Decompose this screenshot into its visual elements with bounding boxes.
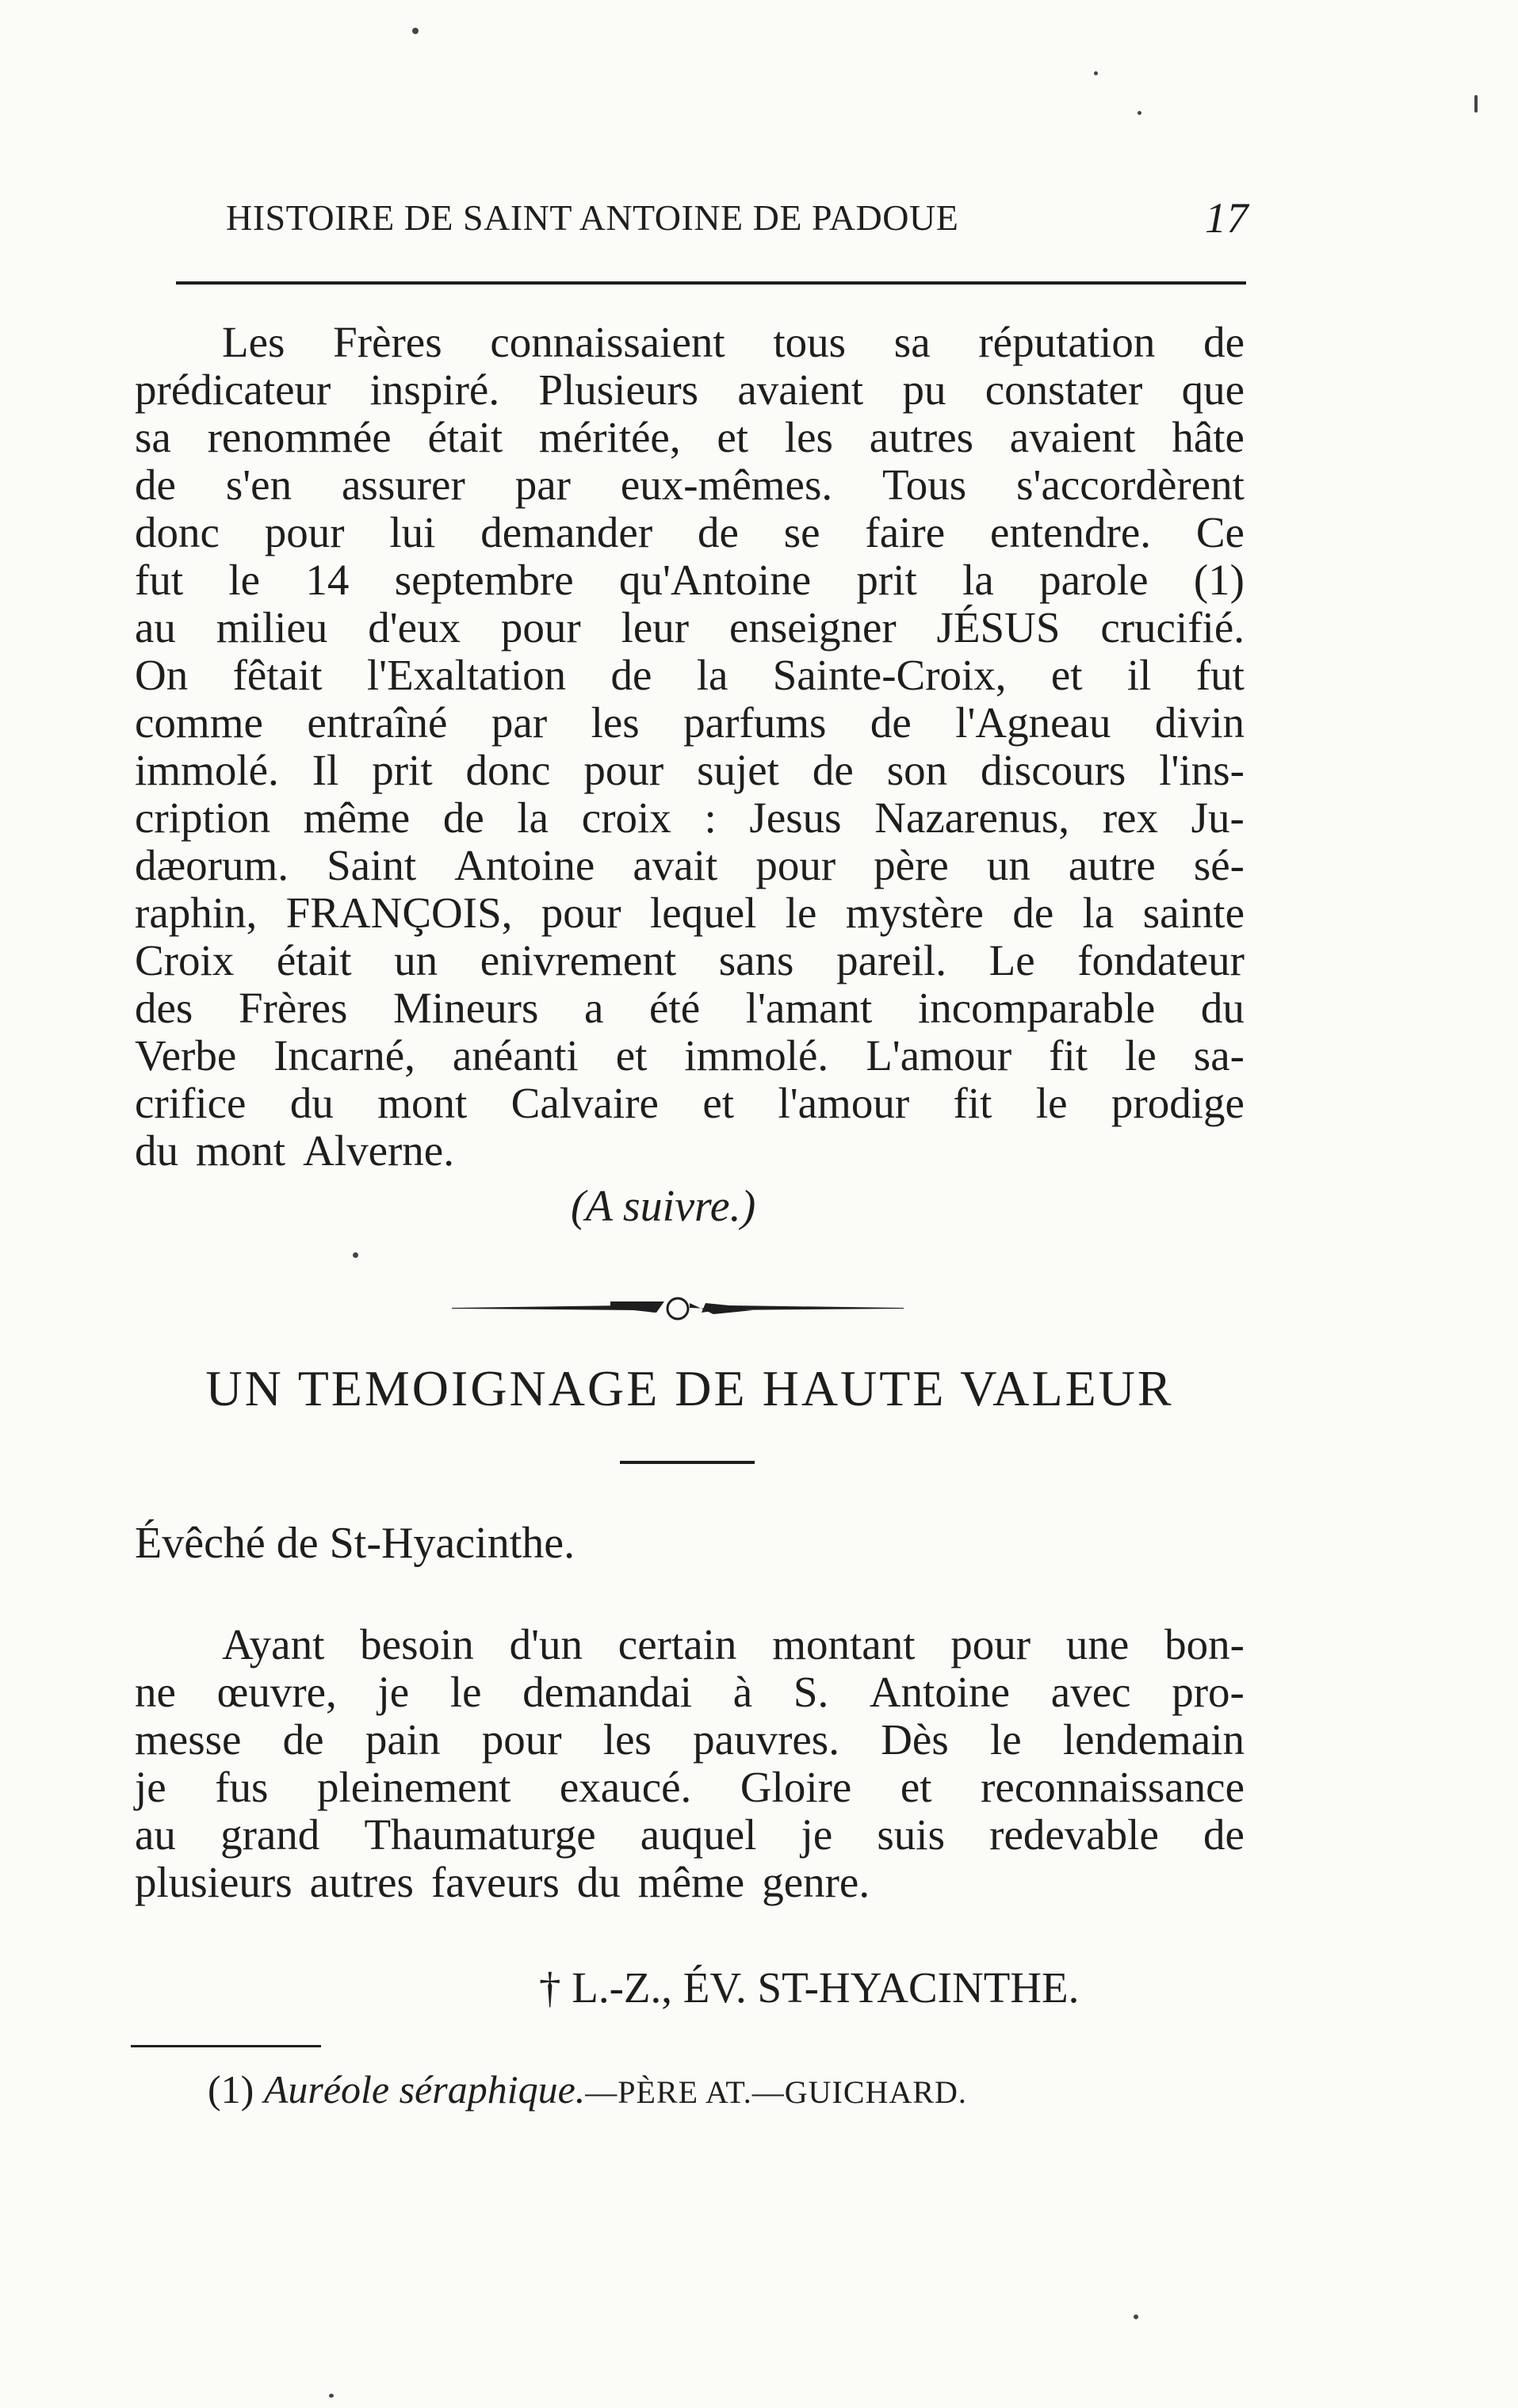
scan-speck (1474, 95, 1478, 113)
scan-speck (1134, 2314, 1138, 2319)
paragraph-line: immolé. Il prit donc pour sujet de son discours l'ins- (135, 746, 1245, 794)
footnote-author: —PÈRE AT.—GUICHARD. (585, 2074, 967, 2110)
paragraph-line: Croix était un enivrement sans pareil. Le fondateur (135, 936, 1245, 984)
scan-speck (412, 28, 419, 34)
paragraph-line: ne œuvre, je le demandai à S. Antoine avec pro- (135, 1668, 1245, 1716)
paragraph-line: du mont Alverne. (135, 1126, 454, 1175)
title-rule (620, 1461, 755, 1464)
signature: † L.-Z., ÉV. ST-HYACINTHE. (539, 1963, 1080, 2012)
paragraph-line: messe de pain pour les pauvres. Dès le lendemain (135, 1715, 1245, 1764)
paragraph-line: raphin, FRANÇOIS, pour lequel le mystère de la sainte (135, 889, 1245, 937)
paragraph-line: fut le 14 septembre qu'Antoine prit la parole (1) (135, 556, 1245, 604)
running-head-title: HISTOIRE DE SAINT ANTOINE DE PADOUE (226, 197, 959, 238)
paragraph-line: au milieu d'eux pour leur enseigner JÉSUS crucifié. (135, 603, 1245, 652)
to-be-continued: (A suivre.) (571, 1182, 756, 1231)
dateline: Évêché de St-Hyacinthe. (135, 1519, 575, 1568)
paragraph-line: Ayant besoin d'un certain montant pour une bon- (222, 1620, 1245, 1668)
paragraph-line: prédicateur inspiré. Plusieurs avaient pu constater que (135, 365, 1245, 414)
scan-speck (329, 2394, 334, 2398)
paragraph-line: Verbe Incarné, anéanti et immolé. L'amour fit le sa- (135, 1031, 1245, 1080)
paragraph-line: donc pour lui demander de se faire entendre. Ce (135, 508, 1245, 556)
paragraph-line: des Frères Mineurs a été l'amant incomparable du (135, 984, 1245, 1032)
paragraph-line: sa renommée était méritée, et les autres avaient hâte (135, 413, 1245, 461)
scan-speck (353, 1252, 358, 1258)
paragraph-line: On fêtait l'Exaltation de la Sainte-Croix, et il fut (135, 651, 1245, 699)
scan-speck (1094, 71, 1098, 75)
paragraph-reputation (135, 319, 1245, 1175)
footnote-rule (131, 2045, 321, 2047)
paragraph-line: plusieurs autres faveurs du même genre. (135, 1858, 870, 1906)
page-number: 17 (1205, 194, 1248, 242)
paragraph-line: crifice du mont Calvaire et l'amour fit le prodige (135, 1079, 1245, 1127)
paragraph-line: de s'en assurer par eux-mêmes. Tous s'accordèrent (135, 461, 1245, 509)
paragraph-testimony (135, 1621, 1245, 1906)
paragraph-line: comme entraîné par les parfums de l'Agneau divin (135, 698, 1245, 747)
footnote-marker: (1) (208, 2067, 254, 2112)
paragraph-line: Les Frères connaissaient tous sa réputation de (222, 318, 1245, 366)
scan-speck (1138, 111, 1141, 115)
paragraph-line: je fus pleinement exaucé. Gloire et reconnaissance (135, 1763, 1245, 1811)
paragraph-line: dæorum. Saint Antoine avait pour père un autre sé- (135, 841, 1245, 889)
paragraph-line: au grand Thaumaturge auquel je suis redevable de (135, 1810, 1245, 1859)
footnote (208, 2066, 967, 2112)
footnote-work: Auréole séraphique. (263, 2067, 586, 2112)
header-rule (176, 281, 1246, 285)
ornamental-divider (452, 1284, 904, 1332)
paragraph-line: cription même de la croix : Jesus Nazarenus, rex Ju- (135, 793, 1245, 842)
section-title: UN TEMOIGNAGE DE HAUTE VALEUR (205, 1360, 1174, 1416)
